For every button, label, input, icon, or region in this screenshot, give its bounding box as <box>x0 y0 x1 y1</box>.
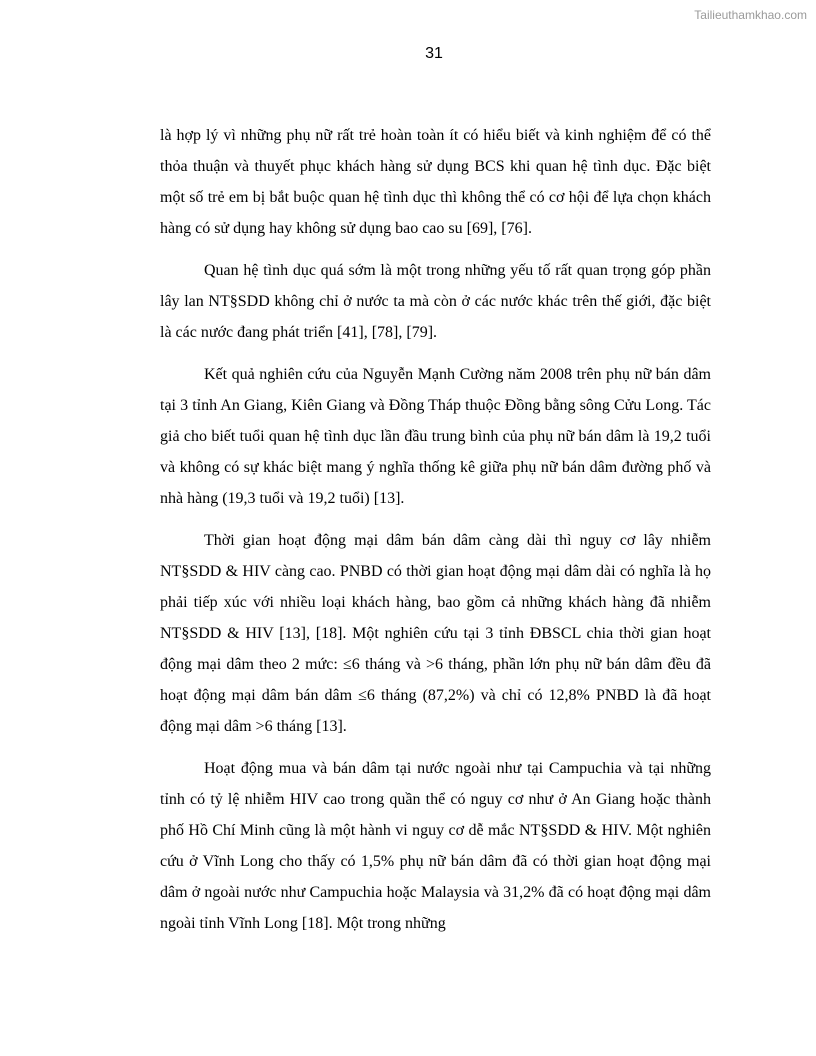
page-number: 31 <box>425 45 443 62</box>
paragraph-early-sex: Quan hệ tình dục quá sớm là một trong những yếu tố rất quan trọng góp phần lây lan NT§SDD không chỉ ở nước ta mà còn ở các nước khác trên thế giới, đặc biệt là các nước đang phát triển [41], [78], [79]. <box>160 262 711 341</box>
paragraph-duration-risk: Thời gian hoạt động mại dâm bán dâm càng dài thì nguy cơ lây nhiễm NT§SDD & HIV càng cao. PNBD có thời gian hoạt động mại dâm dài có nghĩa là họ phải tiếp xúc với nhiều loại khách hàng, bao gồm cả những khách hàng đã nhiễm NT§SDD & HIV [13], [18]. Một nghiên cứu tại 3 tỉnh ĐBSCL chia thời gian hoạt động mại dâm theo 2 mức: ≤6 tháng và >6 tháng, phần lớn phụ nữ bán dâm đều đã hoạt động mại dâm bán dâm ≤6 tháng (87,2%) và chỉ có 12,8% PNBD là đã hoạt động mại dâm >6 tháng [13]. <box>160 532 711 735</box>
paragraph-continued: là hợp lý vì những phụ nữ rất trẻ hoàn toàn ít có hiểu biết và kinh nghiệm để có thể thỏa thuận và thuyết phục khách hàng sử dụng BCS khi quan hệ tình dục. Đặc biệt một số trẻ em bị bắt buộc quan hệ tình dục thì không thể có cơ hội để lựa chọn khách hàng có sử dụng hay không sử dụng bao cao su [69], [76]. <box>160 127 711 237</box>
watermark-text: Tailieuthamkhao.com <box>694 8 807 22</box>
paragraph-study-results: Kết quả nghiên cứu của Nguyễn Mạnh Cường năm 2008 trên phụ nữ bán dâm tại 3 tỉnh An Giang, Kiên Giang và Đồng Tháp thuộc Đồng bằng sông Cửu Long. Tác giả cho biết tuổi quan hệ tình dục lần đầu trung bình của phụ nữ bán dâm là 19,2 tuổi và không có sự khác biệt mang ý nghĩa thống kê giữa phụ nữ bán dâm đường phố và nhà hàng (19,3 tuổi và 19,2 tuổi) [13]. <box>160 366 711 507</box>
body-text <box>160 120 711 950</box>
paragraph-abroad-activity: Hoạt động mua và bán dâm tại nước ngoài như tại Campuchia và tại những tỉnh có tỷ lệ nhiễm HIV cao trong quần thể có nguy cơ như ở An Giang hoặc thành phố Hồ Chí Minh cũng là một hành vi nguy cơ dễ mắc NT§SDD & HIV. Một nghiên cứu ở Vĩnh Long cho thấy có 1,5% phụ nữ bán dâm đã có thời gian hoạt động mại dâm ở ngoài nước như Campuchia hoặc Malaysia và 31,2% đã có hoạt động mại dâm ngoài tỉnh Vĩnh Long [18]. Một trong những <box>160 760 711 932</box>
